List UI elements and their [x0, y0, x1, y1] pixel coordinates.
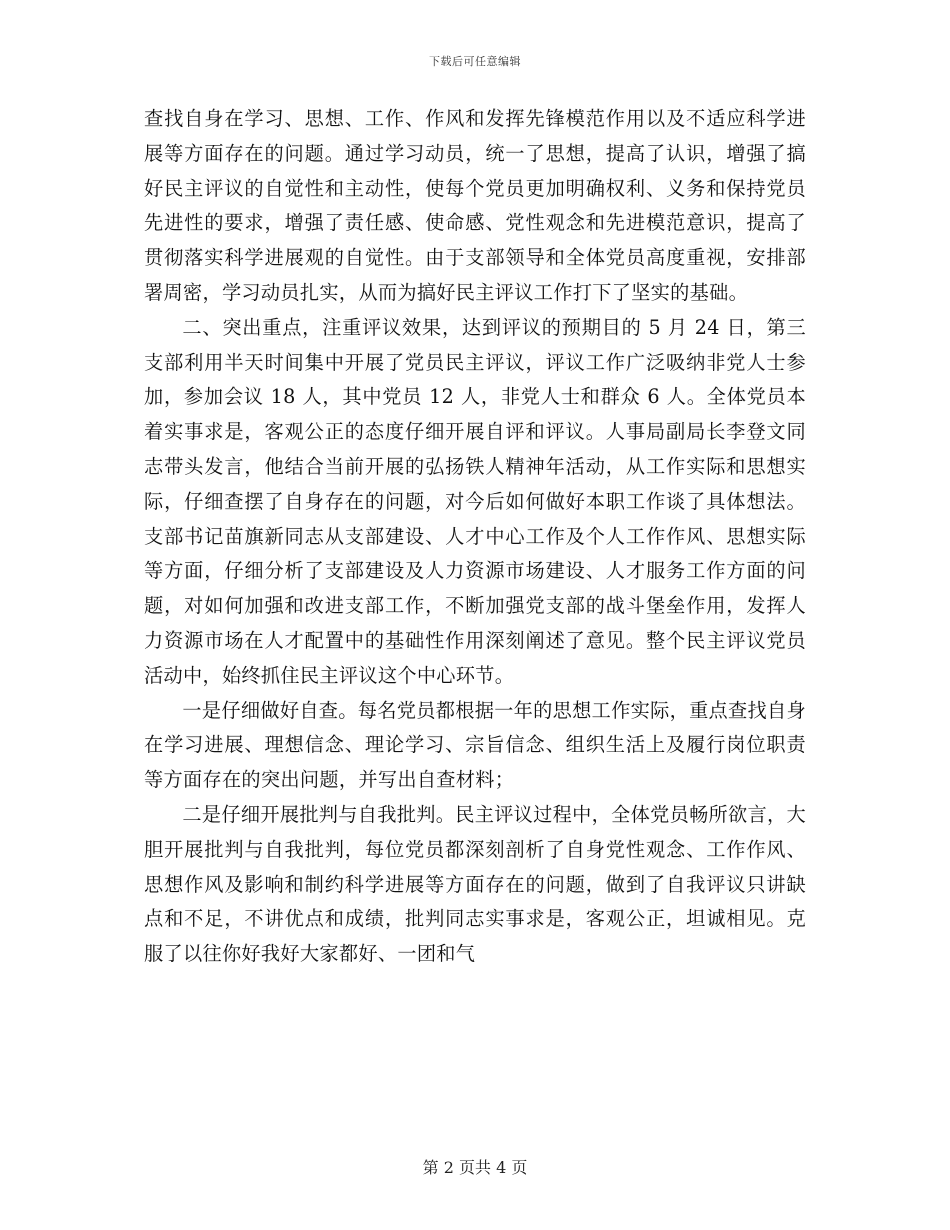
paragraph: 二、突出重点，注重评议效果，达到评议的预期目的 5 月 24 日，第三支部利用半天时间集中开展了党员民主评议，评议工作广泛吸纳非党人士参加，参加会议 18 人，其中党员 12 人，非党人士和群众 6 人。全体党员本着实事求是，客观公正的态度仔细开展自评和评议。人事局副局长李登文同志带头发言，他结合当前开展的弘扬铁人精神年活动，从工作实际和思想实际，仔细查摆了自身存在的问题，对今后如何做好本职工作谈了具体想法。支部书记苗旗新同志从支部建设、人才中心工作及个人工作作风、思想实际等方面，仔细分析了支部建设及人力资源市场建设、人才服务工作方面的问题，对如何加强和改进支部工作，不断加强党支部的战斗堡垒作用，发挥人力资源市场在人才配置中的基础性作用深刻阐述了意见。整个民主评议党员活动中，始终抓住民主评议这个中心环节。 — [144, 315, 806, 687]
paragraph: 一是仔细做好自查。每名党员都根据一年的思想工作实际，重点查找自身在学习进展、理想信念、理论学习、宗旨信念、组织生活上及履行岗位职责等方面存在的突出问题，并写出自查材料； — [144, 698, 806, 792]
page-header: 下载后可任意编辑 — [429, 55, 521, 68]
paragraph: 二是仔细开展批判与自我批判。民主评议过程中，全体党员畅所欲言，大胆开展批判与自我批判，每位党员都深刻剖析了自身党性观念、工作作风、思想作风及影响和制约科学进展等方面存在的问题，做到了自我评议只讲缺点和不足，不讲优点和成绩，批判同志实事求是，客观公正，坦诚相见。克服了以往你好我好大家都好、一团和气 — [144, 802, 806, 966]
document-body — [144, 102, 806, 972]
page-footer: 第 2 页共 4 页 — [422, 1158, 528, 1177]
paragraph: 查找自身在学习、思想、工作、作风和发挥先锋模范作用以及不适应科学进展等方面存在的问题。通过学习动员，统一了思想，提高了认识，增强了搞好民主评议的自觉性和主动性，使每个党员更加明确权利、义务和保持党员先进性的要求，增强了责任感、使命感、党性观念和先进模范意识，提高了贯彻落实科学进展观的自觉性。由于支部领导和全体党员高度重视，安排部署周密，学习动员扎实，从而为搞好民主评议工作打下了坚实的基础。 — [144, 107, 806, 304]
